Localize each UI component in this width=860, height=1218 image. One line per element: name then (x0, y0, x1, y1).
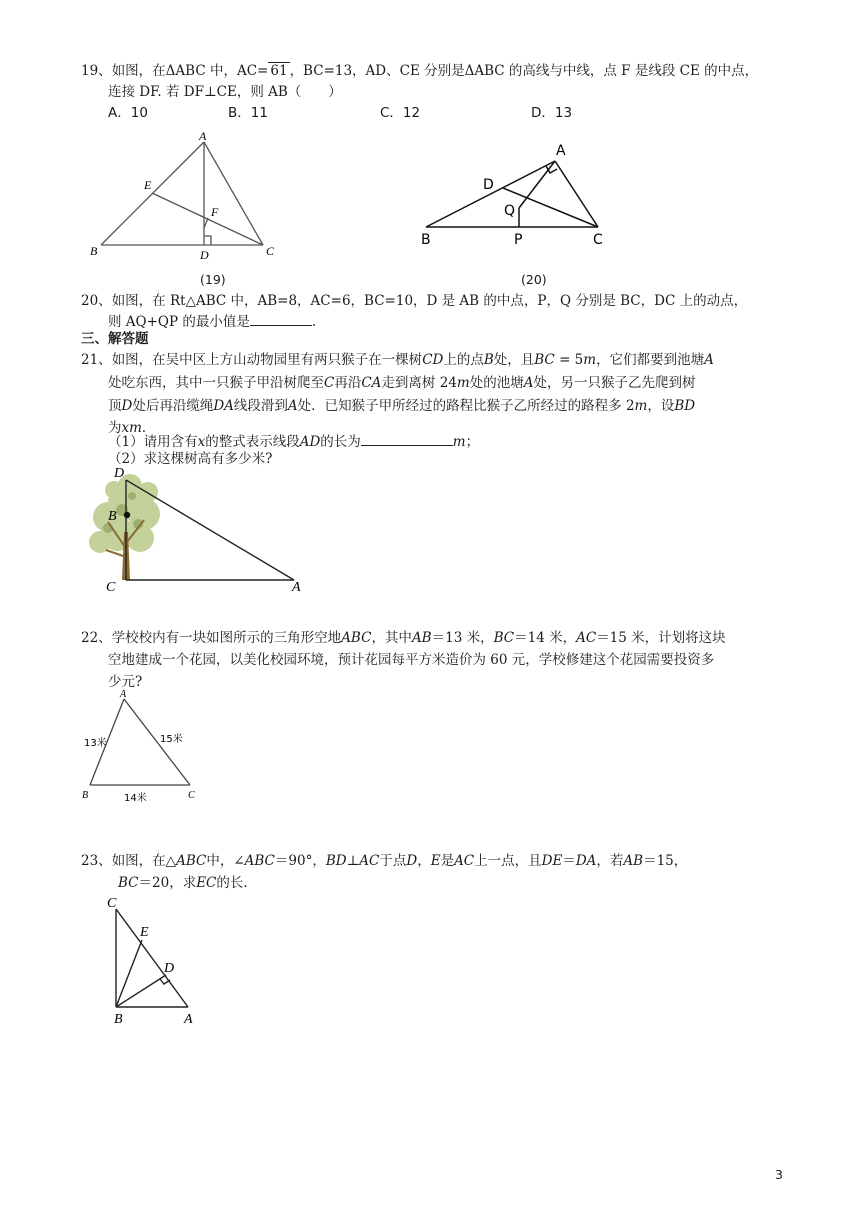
tree-image (89, 474, 160, 580)
section-title: 三、解答题 (81, 331, 149, 347)
q21-number: 21、 (81, 352, 112, 368)
q21-line3: 顶D处后再沿缆绳DA线段滑到A处．已知猴子甲所经过的路程比猴子乙所经过的路程多 2m，设BD (108, 398, 696, 414)
q21-line4: 为xm． (108, 420, 156, 436)
fig20-label-a: A (556, 143, 566, 159)
q19-option-b: B．11 (228, 105, 268, 121)
fig21-label-d: D (114, 466, 125, 481)
fig20-label-b: B (421, 232, 431, 248)
fig19-label-e: E (144, 178, 152, 192)
q19-option-a: A．10 (108, 105, 148, 121)
fig19-label-b: B (90, 244, 98, 258)
q22-line1: 22、学校校内有一块如图所示的三角形空地ABC，其中AB＝13 米，BC＝14 米，AC＝15 米，计划将这块 (81, 630, 726, 646)
fig21-label-c: C (106, 580, 116, 595)
fig20-label-c: C (593, 232, 603, 248)
q19-line1: 19、如图，在ΔABC 中，AC= 61 ，BC=13，AD、CE 分别是ΔABC 的高线与中线，点 F 是线段 CE 的中点， (81, 63, 759, 79)
fig19-label-f: F (211, 205, 219, 219)
fig20-label-d: D (483, 177, 494, 193)
q23-number: 23、 (81, 853, 112, 869)
q23-line2: BC＝20，求EC的长. (118, 875, 248, 891)
fig23-label-e: E (140, 925, 149, 940)
caption-19: (19) (200, 272, 226, 287)
fig22-label-bc: 14米 (124, 793, 147, 804)
q21-line2: 处吃东西，其中一只猴子甲沿树爬至C再沿CA走到离树 24m处的池塘A处，另一只猴子乙先爬到树 (108, 375, 696, 391)
fig20-label-q: Q (504, 203, 516, 219)
q19-option-c: C．12 (380, 105, 421, 121)
fig23-label-c: C (107, 896, 117, 911)
answer-blank-21[interactable] (361, 445, 453, 446)
q20-number: 20、 (81, 293, 112, 309)
figure-23 (100, 895, 210, 1030)
fig21-label-a: A (292, 580, 301, 595)
fig20-label-p: P (514, 232, 523, 248)
q19-option-d: D．13 (531, 105, 573, 121)
fig21-label-b: B (108, 509, 117, 524)
q22-number: 22、 (81, 630, 112, 646)
q22-line2: 空地建成一个花园，以美化校园环境，预计花园每平方米造价为 60 元，学校修建这个花园需要投资多 (108, 652, 715, 668)
fig19-label-c: C (266, 244, 275, 258)
figure-20 (415, 140, 615, 252)
q21-sub2: （2）求这棵树高有多少米? (108, 451, 273, 467)
fig23-label-b: B (114, 1012, 123, 1027)
q21-line1: 21、如图，在吴中区上方山动物园里有两只猴子在一棵树CD上的点B处，且BC = 5m，它们都要到池塘A (81, 352, 714, 368)
sqrt-61: 61 (270, 63, 288, 79)
q19-line2: 连接 DF. 若 DF⊥CE，则 AB（ ） (108, 84, 342, 100)
fig22-label-ab: 13米 (84, 738, 107, 749)
q23-line1: 23、如图，在△ABC中，∠ABC＝90°，BD⊥AC于点D，E是AC上一点，且DE＝DA，若AB＝15， (81, 853, 688, 869)
figure-22 (78, 688, 208, 806)
fig19-label-d: D (200, 248, 209, 262)
fig19-label-a: A (199, 129, 207, 143)
figure-19 (80, 128, 290, 263)
caption-20: (20) (521, 272, 547, 287)
q22-line3: 少元? (108, 674, 143, 690)
q20-line1: 20、如图，在 Rt△ABC 中，AB=8，AC=6，BC=10，D 是 AB 的中点，P，Q 分别是 BC，DC 上的动点， (81, 293, 748, 309)
fig22-label-a: A (120, 689, 127, 700)
answer-blank-20[interactable] (250, 325, 312, 326)
fig22-label-ac: 15米 (160, 734, 183, 745)
page-number: 3 (775, 1167, 783, 1182)
fig23-label-d: D (164, 961, 175, 976)
q20-line2: 则 AQ+QP 的最小值是 . (108, 314, 317, 330)
point-b-marker (124, 512, 130, 518)
q21-sub1: （1）请用含有x的整式表示线段AD的长为 m； (108, 434, 480, 450)
q19-number: 19、 (81, 63, 112, 79)
fig22-label-b: B (82, 790, 89, 801)
fig23-label-a: A (184, 1012, 193, 1027)
figure-21 (78, 462, 308, 597)
fig22-label-c: C (188, 790, 195, 801)
